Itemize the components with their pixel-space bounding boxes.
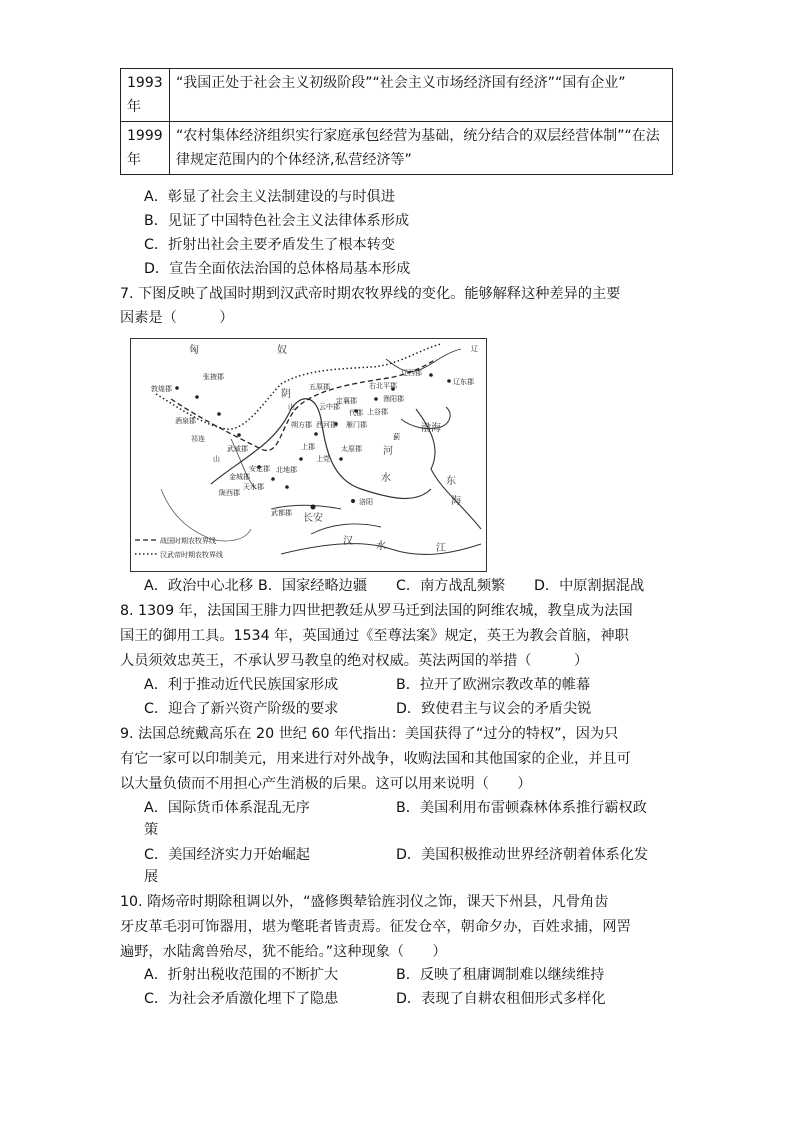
svg-text:辽西郡: 辽西郡: [401, 369, 422, 377]
q6-option-c[interactable]: C．折射出社会主要矛盾发生了根本转变: [144, 237, 396, 253]
svg-text:代郡: 代郡: [349, 409, 363, 417]
q7-option-a[interactable]: A．政治中心北移: [144, 578, 254, 594]
svg-text:山: 山: [288, 403, 295, 411]
svg-text:天水郡: 天水郡: [243, 483, 264, 491]
svg-text:右北平郡: 右北平郡: [369, 382, 397, 390]
svg-text:洛阳: 洛阳: [359, 498, 373, 506]
svg-text:辽东郡: 辽东郡: [453, 378, 474, 386]
svg-text:祁连: 祁连: [191, 435, 205, 443]
year-cell: 1993 年: [121, 69, 170, 122]
q6-option-d[interactable]: D．宣告全面依法治国的总体格局基本形成: [144, 261, 411, 277]
svg-text:汉: 汉: [343, 536, 353, 547]
q9-option-d[interactable]: D．美国积极推动世界经济朝着体系化发: [396, 847, 649, 863]
q8-option-b[interactable]: B．拉开了欧洲宗教改革的帷幕: [396, 677, 591, 693]
q6-option-b[interactable]: B．见证了中国特色社会主义法律体系形成: [144, 213, 410, 229]
svg-text:云中郡: 云中郡: [319, 403, 340, 411]
svg-text:海: 海: [451, 496, 461, 507]
svg-text:酒泉郡: 酒泉郡: [175, 417, 196, 425]
q10-option-b[interactable]: B．反映了租庸调制难以继续维持: [396, 967, 605, 983]
svg-text:上党: 上党: [316, 455, 330, 463]
svg-text:上谷郡: 上谷郡: [367, 408, 388, 416]
table-row: [121, 69, 673, 122]
svg-text:战国时期农牧界线: 战国时期农牧界线: [160, 537, 216, 545]
svg-text:武威郡: 武威郡: [227, 445, 248, 453]
svg-text:陇西郡: 陇西郡: [219, 489, 240, 497]
svg-text:奴: 奴: [277, 345, 287, 356]
svg-text:西河郡: 西河郡: [316, 421, 337, 429]
svg-text:金城郡: 金城郡: [229, 473, 250, 481]
svg-text:水: 水: [376, 541, 386, 552]
q7-option-d[interactable]: D．中原割据混战: [534, 578, 645, 594]
q7-stem-line: 7. 下图反映了战国时期到汉武帝时期农牧界线的变化。能够解释这种差异的主要: [120, 286, 621, 302]
q7-option-c[interactable]: C．南方战乱频繁: [396, 578, 506, 594]
q10-stem-line: 牙皮革毛羽可饰器用，堪为氅毦者皆责焉。征发仓卒，朝命夕办，百姓求捕，网罟: [120, 919, 631, 935]
q9-stem-line: 有它一家可以印制美元，用来进行对外战争，收购法国和其他国家的企业，并且可: [120, 751, 631, 767]
svg-text:匈: 匈: [189, 345, 199, 356]
q10-option-a[interactable]: A．折射出税收范围的不断扩大: [144, 967, 339, 983]
q8-stem-line: 8. 1309 年，法国国王腓力四世把教廷从罗马迁到法国的阿维农城，教皇成为法国: [120, 603, 633, 619]
svg-text:五原郡: 五原郡: [309, 383, 330, 391]
svg-text:汉武帝时期农牧界线: 汉武帝时期农牧界线: [160, 551, 223, 559]
q9-option-b[interactable]: B．美国利用布雷顿森林体系推行霸权政: [396, 800, 647, 816]
svg-text:朔方郡: 朔方郡: [291, 421, 312, 429]
year-cell: 1999 年: [121, 122, 170, 175]
q6-option-a[interactable]: A．彰显了社会主义法制建设的与时俱进: [144, 189, 395, 205]
q10-stem-line: 10. 隋炀帝时期除租调以外，“盛修舆辇铪旌羽仪之饰，课天下州县，凡骨角齿: [120, 894, 609, 910]
svg-text:上郡: 上郡: [301, 443, 315, 451]
svg-text:江: 江: [436, 543, 446, 554]
q8-option-d[interactable]: D．致使君主与议会的矛盾尖锐: [396, 701, 592, 717]
q8-stem-line: 国王的御用工具。1534 年，英国通过《至尊法案》规定，英王为教会首脑，神职: [120, 628, 629, 644]
q10-option-d[interactable]: D．表现了自耕农租佃形式多样化: [396, 991, 606, 1007]
svg-text:蓟: 蓟: [393, 433, 400, 441]
svg-text:长安: 长安: [303, 513, 323, 524]
svg-text:渔阳郡: 渔阳郡: [383, 395, 404, 403]
svg-text:水: 水: [381, 473, 391, 484]
svg-text:雁门郡: 雁门郡: [346, 421, 367, 429]
svg-text:东: 东: [446, 476, 456, 487]
constitution-amendment-table: [120, 68, 673, 175]
q7-stem-line: 因素是（ ）: [120, 310, 234, 326]
svg-text:渤海: 渤海: [421, 423, 441, 434]
q7-option-b[interactable]: B．国家经略边疆: [258, 578, 368, 594]
svg-text:辽: 辽: [471, 345, 478, 353]
q8-option-c[interactable]: C．迎合了新兴资产阶级的要求: [144, 701, 339, 717]
q9-option-b-cont: 策: [144, 822, 159, 838]
svg-text:河: 河: [383, 446, 393, 457]
q8-option-a[interactable]: A．利于推动近代民族国家形成: [144, 677, 339, 693]
q9-option-c[interactable]: C．美国经济实力开始崛起: [144, 847, 310, 863]
svg-text:北地郡: 北地郡: [276, 466, 297, 474]
q9-option-a[interactable]: A．国际货币体系混乱无序: [144, 800, 310, 816]
map-svg: [131, 339, 486, 571]
q9-stem-line: 以大量负债而不用担心产生消极的后果。这可以用来说明（ ）: [120, 776, 532, 792]
svg-text:敦煌郡: 敦煌郡: [151, 385, 172, 393]
svg-text:定襄郡: 定襄郡: [336, 397, 357, 405]
q8-stem-line: 人员须效忠英王，不承认罗马教皇的绝对权威。英法两国的举措（ ）: [120, 653, 589, 669]
svg-text:武都郡: 武都郡: [271, 509, 292, 517]
q10-option-c[interactable]: C．为社会矛盾激化埋下了隐患: [144, 991, 339, 1007]
svg-text:安定郡: 安定郡: [249, 465, 270, 473]
q9-stem-line: 9. 法国总统戴高乐在 20 世纪 60 年代指出：美国获得了“过分的特权”，因为只: [120, 726, 619, 742]
svg-text:阴: 阴: [281, 389, 291, 400]
content-cell: “我国正处于社会主义初级阶段”“社会主义市场经济国有经济”“国有企业”: [170, 69, 673, 122]
svg-text:张掖郡: 张掖郡: [203, 373, 224, 381]
table-row: [121, 122, 673, 175]
q10-stem-line: 遍野，水陆禽兽殆尽，犹不能给。”这种现象（ ）: [120, 944, 447, 960]
farming-pastoral-boundary-map: [130, 338, 487, 572]
q9-option-d-cont: 展: [144, 869, 159, 885]
svg-text:山: 山: [213, 455, 220, 463]
svg-text:太原郡: 太原郡: [341, 445, 362, 453]
content-cell: “农村集体经济组织实行家庭承包经营为基础，统分结合的双层经营体制”“在法律规定范围内的个体经济,私营经济等”: [170, 122, 673, 175]
